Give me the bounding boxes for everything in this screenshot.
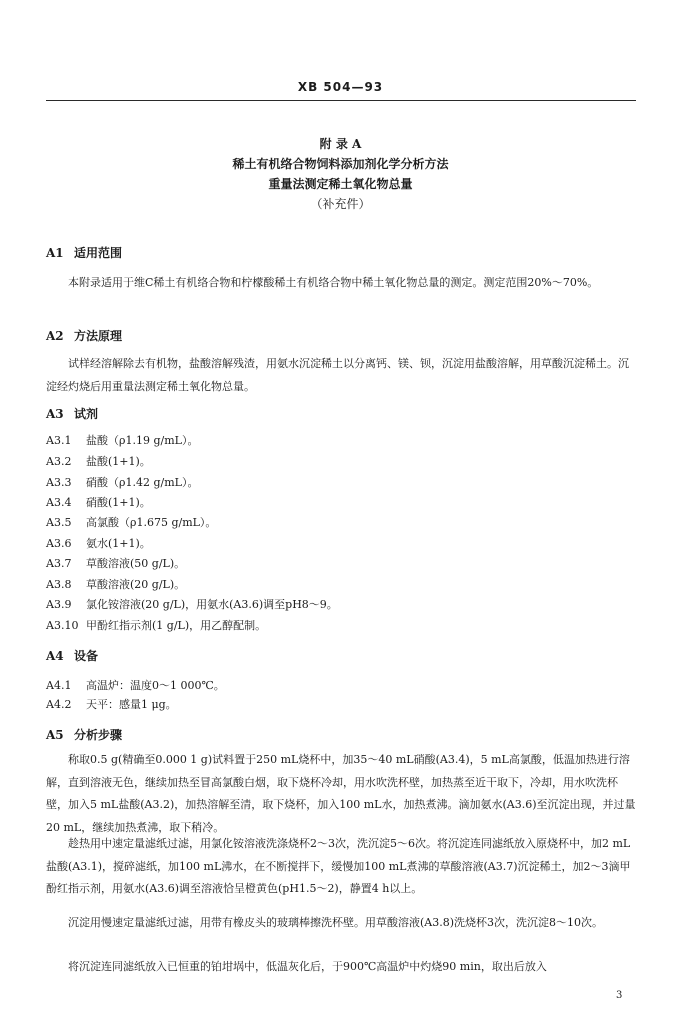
item-number: A3.8: [46, 578, 72, 591]
item-number: A3.3: [46, 476, 72, 489]
section-a5-paragraph-1: 称取0.5 g(精确至0.000 1 g)试料置于250 mL烧杯中，加35～40 mL硝酸(A3.4)，5 mL高氯酸，低温加热进行溶解，直到溶液无色，继续加热至冒高氯酸白烟，取下烧杯冷却，用水吹洗杯壁，加热蒸至近干取下，冷却，用水吹洗杯壁，加入5 mL盐酸(A3.2)，加热溶解至清，取下烧杯，加入100 mL水，加热煮沸。滴加氨水(A3.6)至沉淀出现，并过量20 mL，继续加热煮沸，取下稍冷。: [46, 753, 636, 834]
item-text: 硝酸(1+1)。: [86, 496, 151, 509]
section-number: A4: [46, 649, 64, 663]
header-rule: [46, 100, 636, 101]
method-subtitle: 重量法测定稀土氧化物总量: [268, 177, 413, 191]
section-heading-a5: [46, 726, 122, 743]
item-number: A3.9: [46, 598, 72, 611]
section-title: 方法原理: [74, 329, 123, 343]
list-item: [46, 535, 151, 553]
item-number: A3.7: [46, 557, 72, 570]
item-text: 盐酸（ρ1.19 g/mL）。: [86, 434, 199, 447]
section-number: A2: [46, 329, 64, 343]
supplement-note: （补充件）: [310, 197, 371, 211]
item-text: 硝酸（ρ1.42 g/mL）。: [86, 476, 199, 489]
list-item: [46, 596, 338, 614]
section-heading-a3: [46, 405, 98, 422]
list-item: [46, 453, 151, 471]
appendix-label: 附 录 A: [319, 137, 362, 151]
section-title: 适用范围: [74, 246, 123, 260]
item-number: A3.2: [46, 455, 72, 468]
section-number: A3: [46, 407, 64, 421]
section-a5-paragraph-4: 将沉淀连同滤纸放入已恒重的铂坩埚中，低温灰化后，于900℃高温炉中灼烧90 min，取出后放入: [68, 960, 547, 973]
item-number: A3.1: [46, 434, 72, 447]
section-a5-paragraph-3: 沉淀用慢速定量滤纸过滤，用带有橡皮头的玻璃棒擦洗杯壁。用草酸溶液(A3.8)洗烧杯3次，洗沉淀8～10次。: [68, 916, 604, 929]
list-item: [46, 576, 185, 594]
list-item: [46, 514, 216, 532]
item-text: 草酸溶液(50 g/L)。: [86, 557, 186, 570]
item-number: A3.5: [46, 516, 72, 529]
list-item: [46, 617, 266, 635]
item-text: 甲酚红指示剂(1 g/L)，用乙醇配制。: [86, 619, 267, 632]
section-title: 试剂: [74, 407, 99, 421]
item-number: A4.2: [46, 698, 72, 711]
item-text: 高温炉：温度0～1 000℃。: [86, 679, 225, 692]
list-item: [46, 494, 151, 512]
section-title: 设备: [74, 649, 99, 663]
section-title: 分析步骤: [74, 728, 123, 742]
method-title: 稀土有机络合物饲料添加剂化学分析方法: [232, 157, 449, 171]
item-text: 氯化铵溶液(20 g/L)，用氨水(A3.6)调至pH8～9。: [86, 598, 338, 611]
item-text: 氨水(1+1)。: [86, 537, 151, 550]
list-item: [46, 696, 177, 714]
section-number: A5: [46, 728, 64, 742]
section-number: A1: [46, 246, 64, 260]
section-a5-paragraph-2: 趁热用中速定量滤纸过滤，用氯化铵溶液洗涤烧杯2～3次，洗沉淀5～6次。将沉淀连同滤纸放入原烧杯中，加2 mL盐酸(A3.1)，搅碎滤纸，加100 mL沸水，在不断搅拌下，缓慢加100 mL煮沸的草酸溶液(A3.7)沉淀稀土，加2～3滴甲酚红指示剂，用氨水(A3.6)调至溶液恰呈橙黄色(pH1.5～2)，静置4 h以上。: [46, 837, 631, 895]
item-text: 高氯酸（ρ1.675 g/mL）。: [86, 516, 217, 529]
list-item: [46, 474, 198, 492]
section-heading-a2: [46, 327, 122, 344]
appendix-title-block: [0, 134, 681, 214]
item-number: A4.1: [46, 679, 72, 692]
section-a2-text: 试样经溶解除去有机物，盐酸溶解残渣，用氨水沉淀稀土以分离钙、镁、钡，沉淀用盐酸溶解，用草酸沉淀稀土。沉淀经灼烧后用重量法测定稀土氧化物总量。: [46, 357, 629, 393]
section-heading-a1: [46, 244, 122, 261]
item-number: A3.6: [46, 537, 72, 550]
item-text: 盐酸(1+1)。: [86, 455, 151, 468]
section-heading-a4: [46, 647, 98, 664]
item-text: 天平：感量1 μg。: [86, 698, 177, 711]
item-text: 草酸溶液(20 g/L)。: [86, 578, 186, 591]
item-number: A3.4: [46, 496, 72, 509]
item-number: A3.10: [46, 619, 79, 632]
page-number: 3: [616, 990, 623, 1001]
standard-code-header: XB 504—93: [297, 80, 384, 94]
section-a1-text: 本附录适用于维C稀土有机络合物和柠檬酸稀土有机络合物中稀土氧化物总量的测定。测定范围20%～70%。: [68, 276, 599, 289]
list-item: [46, 677, 225, 695]
list-item: [46, 555, 185, 573]
list-item: [46, 432, 198, 450]
